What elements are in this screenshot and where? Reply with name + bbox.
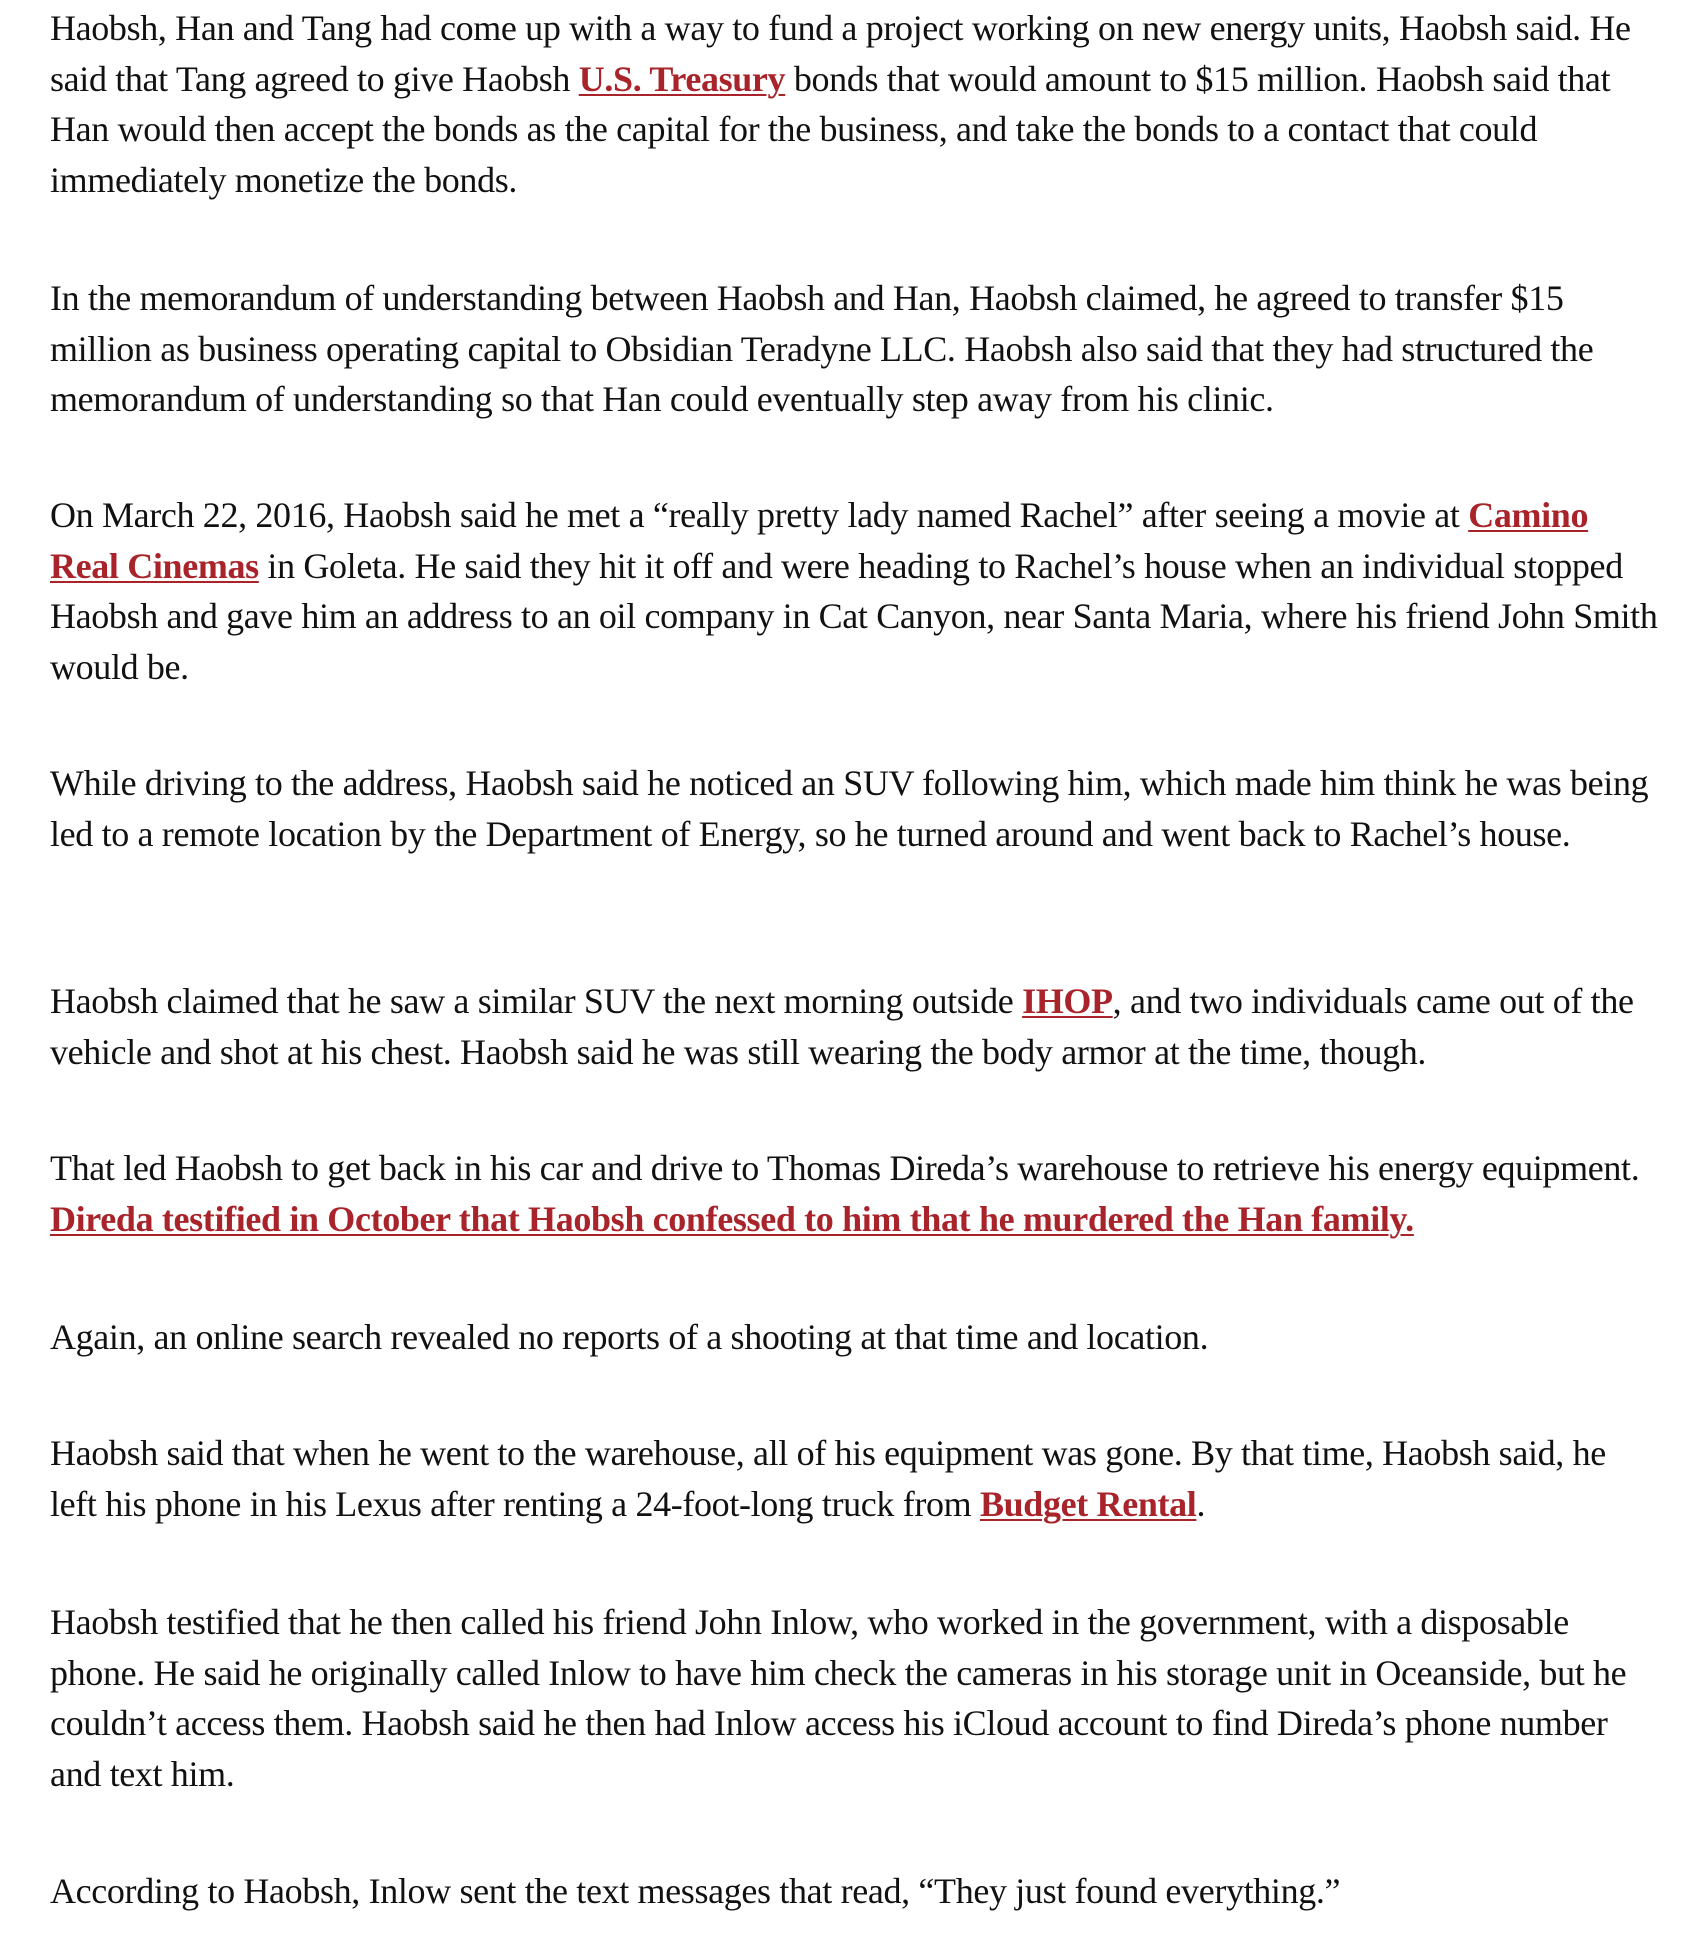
paragraph-suv-following (50, 758, 1660, 859)
paragraph-text: In the memorandum of understanding between Haobsh and Han, Haobsh claimed, he agreed to transfer $15 million as business operating capital to Obsidian Teradyne LLC. Haobsh also said that they had structured the memorandum of understanding so that Han could eventually step away from his clinic. (50, 278, 1594, 419)
paragraph-text: Haobsh claimed that he saw a similar SUV the next morning outside (50, 981, 1023, 1021)
paragraph-text: . (1196, 1483, 1206, 1524)
link-camino-real-cinemas[interactable]: Camino Real Cinemas (50, 495, 1589, 586)
paragraph-text: Haobsh, Han and Tang had come up with a way to fund a project working on new energy units, Haobsh said. He said that Tang agreed to give Haobsh (50, 8, 1631, 99)
paragraph-text: , and two individuals came out of the vehicle and shot at his chest. Haobsh said he was still wearing the body armor at the time, though. (50, 981, 1634, 1072)
paragraph-ihop (50, 976, 1660, 1077)
paragraph-text: in Goleta. He said they hit it off and were heading to Rachel’s house when an individual stopped Haobsh and gave him an address to an oil company in Cat Canyon, near Santa Maria, where his friend John Smith would be. (50, 545, 1658, 687)
paragraph-memorandum (50, 273, 1660, 425)
paragraph-john-inlow (50, 1597, 1660, 1799)
paragraph-text: According to Haobsh, Inlow sent the text messages that read, “They just found everything.” (50, 1871, 1341, 1911)
link-direda-testified[interactable]: Direda testified in October that Haobsh confessed to him that he murdered the Han family. (50, 1198, 1414, 1239)
link-ihop[interactable]: IHOP (1022, 981, 1113, 1021)
paragraph-text: Haobsh testified that he then called his friend John Inlow, who worked in the government, with a disposable phone. He said he originally called Inlow to have him check the cameras in his storage unit in Oceanside, but he couldn’t access them. Haobsh said he then had Inlow access his iCloud account to find Direda’s phone number and text him. (50, 1602, 1627, 1794)
paragraph-text: Haobsh said that when he went to the warehouse, all of his equipment was gone. By that time, Haobsh said, he left his phone in his Lexus after renting a 24-foot-long truck from (50, 1433, 1606, 1524)
paragraph-text: That led Haobsh to get back in his car and drive to Thomas Direda’s warehouse to retrieve his energy equipment. (50, 1148, 1640, 1188)
paragraph-online-search (50, 1312, 1660, 1363)
paragraph-text-messages (50, 1866, 1660, 1917)
paragraph-treasury-bonds (50, 3, 1660, 205)
paragraph-text: On March 22, 2016, Haobsh said he met a “really pretty lady named Rachel” after seeing a movie at (50, 495, 1469, 535)
paragraph-direda-warehouse (50, 1143, 1660, 1244)
link-budget-rental[interactable]: Budget Rental (979, 1483, 1197, 1524)
paragraph-text: Again, an online search revealed no reports of a shooting at that time and location. (50, 1317, 1209, 1357)
link-us-treasury[interactable]: U.S. Treasury (578, 58, 786, 99)
paragraph-equipment-gone (50, 1428, 1660, 1529)
paragraph-march-22 (50, 490, 1660, 692)
paragraph-text: While driving to the address, Haobsh said he noticed an SUV following him, which made him think he was being led to a remote location by the Department of Energy, so he turned around and went back to Rachel’s house. (50, 763, 1649, 854)
paragraph-text: bonds that would amount to $15 million. Haobsh said that Han would then accept the bonds as the capital for the business, and take the bonds to a contact that could immediately monetize the bonds. (50, 58, 1611, 200)
